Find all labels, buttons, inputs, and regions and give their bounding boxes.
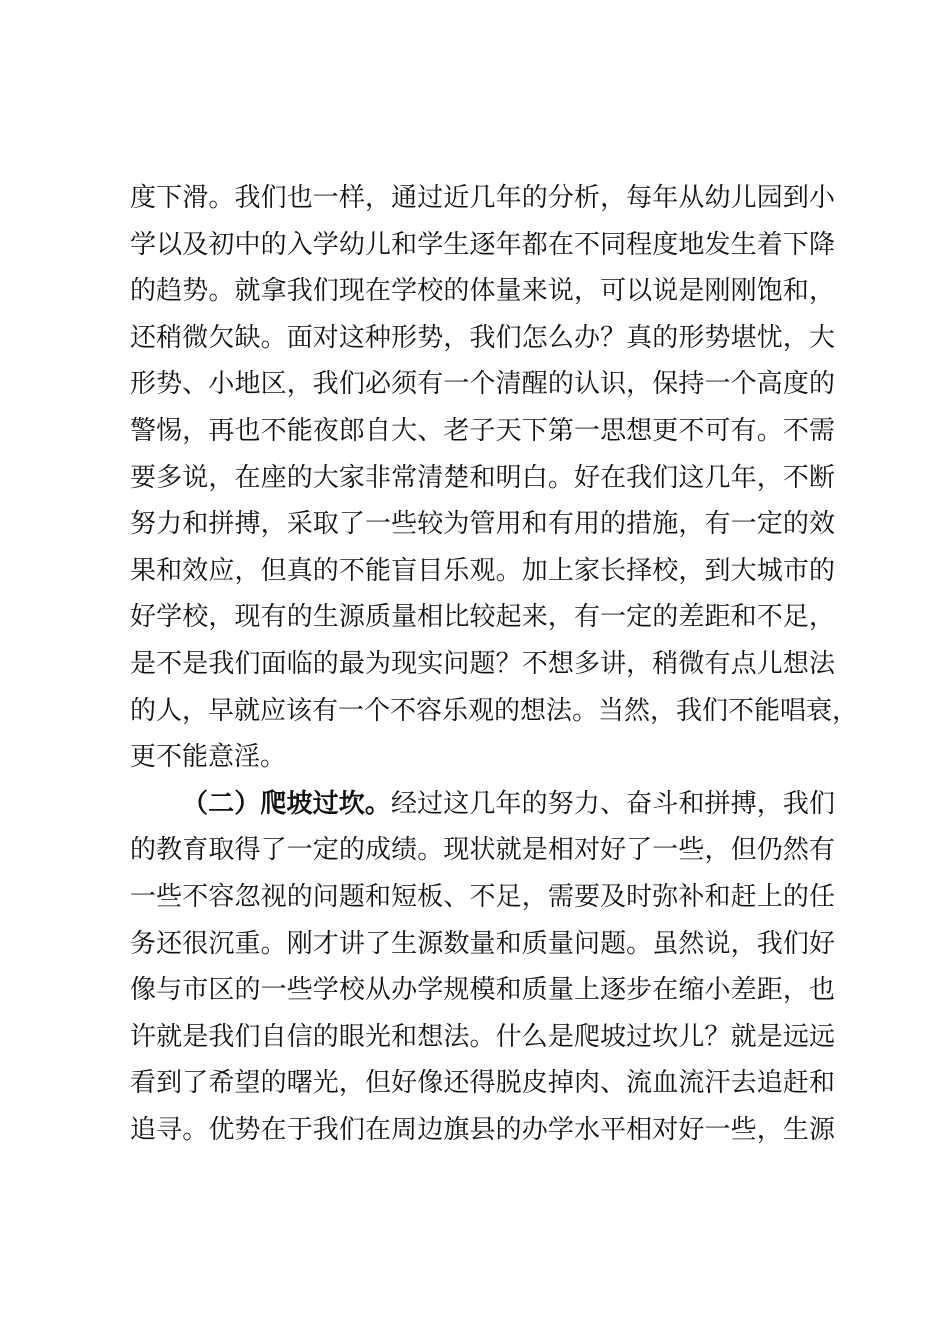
paragraph-line: 的教育取得了一定的成绩。现状就是相对好了一些，但仍然有 [130, 835, 835, 866]
paragraph-line: 像与市区的一些学校从办学规模和质量上逐步在缩小差距，也 [130, 975, 835, 1006]
paragraph-line: 的人，早就应该有一个不容乐观的想法。当然，我们不能唱衰， [130, 695, 859, 726]
section-heading: （二）爬坡过坎。 [182, 788, 391, 819]
paragraph-line: 务还很沉重。刚才讲了生源数量和质量问题。虽然说，我们好 [130, 928, 835, 959]
paragraph-line: 努力和拼搏，采取了一些较为管用和有用的措施，有一定的效 [130, 509, 835, 540]
paragraph-line: 的趋势。就拿我们现在学校的体量来说，可以说是刚刚饱和， [130, 276, 835, 307]
paragraph-line: 更不能意淫。 [130, 742, 287, 773]
paragraph-line: 追寻。优势在于我们在周边旗县的办学水平相对好一些，生源 [130, 1114, 835, 1145]
section-heading-line [130, 781, 835, 828]
paragraph-line: 还稍微欠缺。面对这种形势，我们怎么办？真的形势堪忧，大 [130, 322, 835, 353]
paragraph-line: 果和效应，但真的不能盲目乐观。加上家长择校，到大城市的 [130, 555, 835, 586]
paragraph-line: 许就是我们自信的眼光和想法。什么是爬坡过坎儿？就是远远 [130, 1021, 835, 1052]
section-heading-rest: 经过这几年的努力、奋斗和拼搏，我们 [391, 788, 835, 819]
paragraph-line: 警惕，再也不能夜郎自大、老子天下第一思想更不可有。不需 [130, 415, 835, 446]
paragraph-line: 好学校，现有的生源质量相比较起来，有一定的差距和不足， [130, 602, 835, 633]
paragraph-line: 度下滑。我们也一样，通过近几年的分析，每年从幼儿园到小 [130, 183, 835, 213]
paragraph-line: 是不是我们面临的最为现实问题？不想多讲，稍微有点儿想法 [130, 648, 835, 679]
body-text [130, 175, 859, 1153]
paragraph-line: 学以及初中的入学幼儿和学生逐年都在不同程度地发生着下降 [130, 229, 835, 260]
paragraph-line: 看到了希望的曙光，但好像还得脱皮掉肉、流血流汗去追赶和 [130, 1068, 835, 1099]
paragraph-line: 要多说，在座的大家非常清楚和明白。好在我们这几年，不断 [130, 462, 835, 493]
paragraph-line: 形势、小地区，我们必须有一个清醒的认识，保持一个高度的 [130, 369, 835, 400]
paragraph-line: 一些不容忽视的问题和短板、不足，需要及时弥补和赶上的任 [130, 881, 835, 912]
